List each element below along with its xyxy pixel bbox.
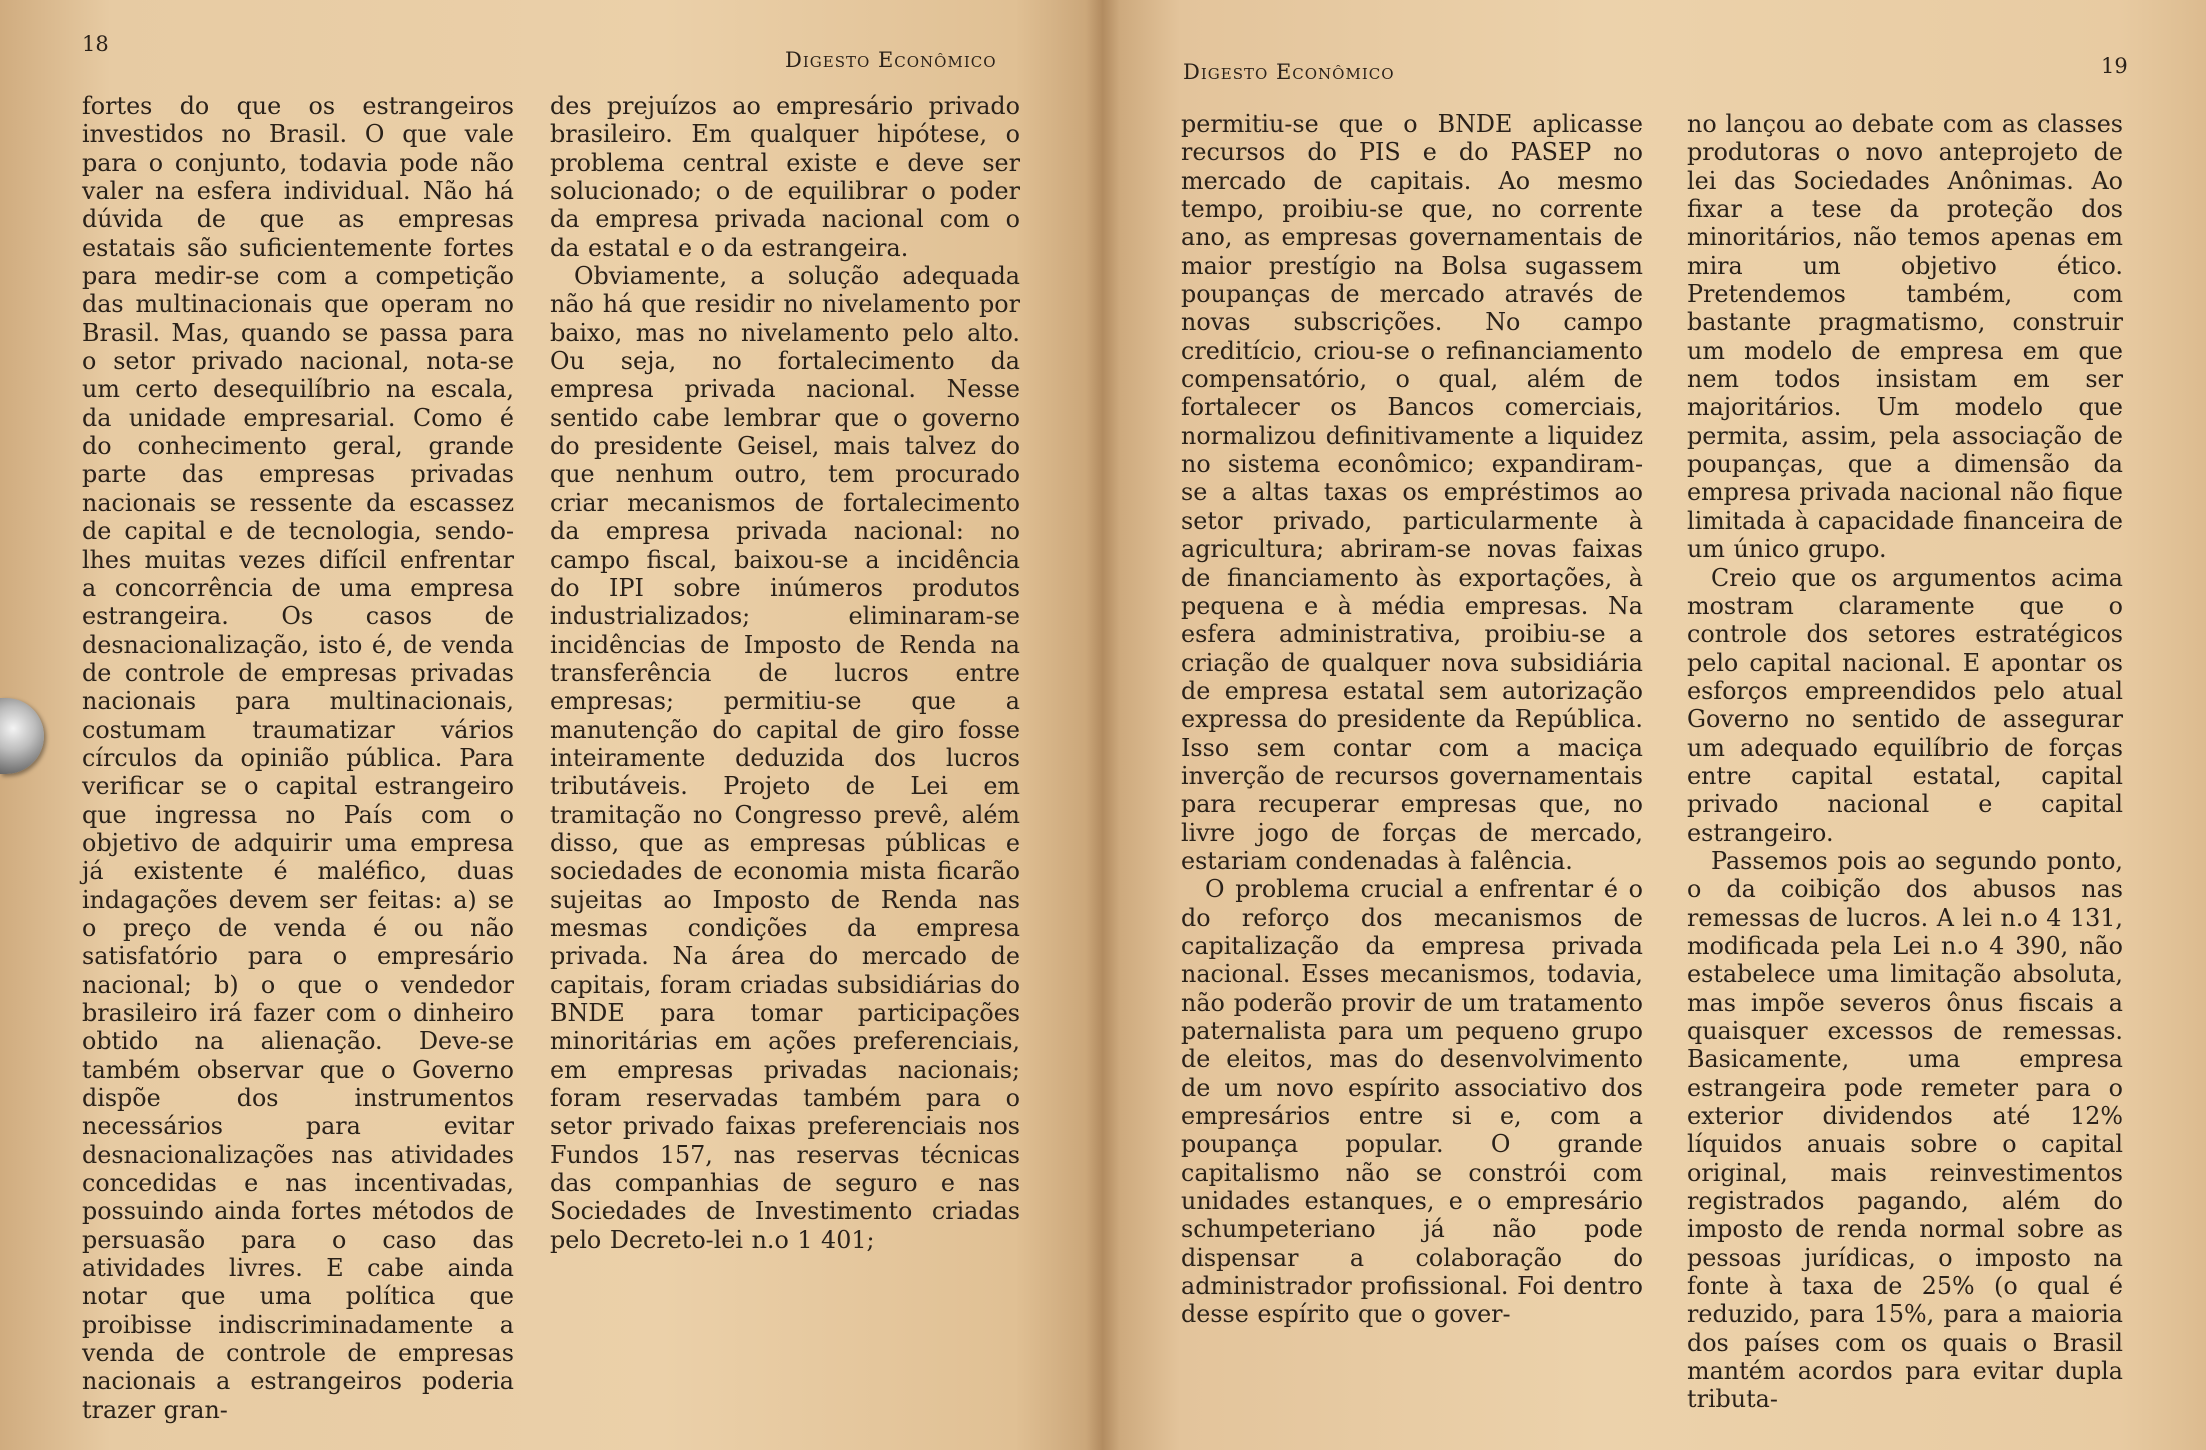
running-head: Digesto Econômico: [1183, 60, 1395, 84]
paragraph: Obviamente, a solução adequada não há que residir no nivelamento por baixo, mas no nivelamento pelo alto. Ou seja, no fortalecimento da empresa privada nacional. Nesse sentido cabe lembrar que o governo do presidente Geisel, mais talvez do que nenhum outro, tem procurado criar mecanismos de fortalecimento da empresa privada nacional: no campo fiscal, baixou-se a incidência do IPI sobre inúmeros produtos industrializados; eliminaram-se incidências de Imposto de Renda na transferência de lucros entre empresas; permitiu-se que a manutenção do capital de giro fosse inteiramente deduzida dos lucros tributáveis. Projeto de Lei em tramitação no Congresso prevê, além disso, que as empresas públicas e sociedades de economia mista ficarão sujeitas ao Imposto de Renda nas mesmas condições da empresa privada. Na área do mercado de capitais, foram criadas subsidiárias do BNDE para tomar participações minoritárias em ações preferenciais, em empresas privadas nacionais; foram reservadas também para o setor privado faixas preferenciais nos Fundos 157, nas reservas técnicas das companhias de seguro e nas Sociedades de Investimento criadas pelo Decreto-lei n.o 1 401;: [550, 262, 1020, 1254]
paragraph: fortes do que os estrangeiros investidos no Brasil. O que vale para o conjunto, todavia pode não valer na esfera individual. Não há dúvida de que as empresas estatais são suficientemente fortes para medir-se com a competição das multinacionais que operam no Brasil. Mas, quando se passa para o setor privado nacional, nota-se um certo desequilíbrio na escala, da unidade empresarial. Como é do conhecimento geral, grande parte das empresas privadas nacionais se ressente da escassez de capital e de tecnologia, sendo-lhes muitas vezes difícil enfrentar a concorrência de uma empresa estrangeira. Os casos de desnacionalização, isto é, de venda de controle de empresas privadas nacionais para multinacionais, costumam traumatizar vários círculos da opinião pública. Para verificar se o capital estrangeiro que ingressa no País com o objetivo de adquirir uma empresa já existente é maléfico, duas indagações devem ser feitas: a) se o preço de venda é ou não satisfatório para o empresário nacional; b) o que o vendedor brasileiro irá fazer com o dinheiro obtido na alienação. Deve-se também observar que o Governo dispõe dos instrumentos necessários para evitar desnacionalizações nas atividades concedidas e nas incentivadas, possuindo ainda fortes métodos de persuasão para o caso das atividades livres. E cabe ainda notar que uma política que proibisse indiscriminadamente a venda de controle de empresas nacionais a estrangeiros poderia trazer gran-: [82, 92, 514, 1424]
page-number: 19: [2101, 54, 2128, 78]
running-head: Digesto Econômico: [785, 48, 997, 72]
right-page: [1103, 0, 2206, 1450]
paragraph: O problema crucial a enfrentar é o do reforço dos mecanismos de capitalização da empresa privada nacional. Esses mecanismos, todavia, não poderão provir de um tratamento paternalista para um pequeno grupo de eleitos, mas do desenvolvimento de um novo espírito associativo dos empresários entre si e, com a poupança popular. O grande capitalismo não se constrói com unidades estanques, e o empresário schumpeteriano já não pode dispensar a colaboração do administrador profissional. Foi dentro desse espírito que o gover-: [1181, 875, 1643, 1329]
metal-clip: [0, 698, 44, 774]
paragraph: permitiu-se que o BNDE aplicasse recursos do PIS e do PASEP no mercado de capitais. Ao mesmo tempo, proibiu-se que, no corrente ano, as empresas governamentais de maior prestígio na Bolsa sugassem poupanças de mercado através de novas subscrições. No campo creditício, criou-se o refinanciamento compensatório, o qual, além de fortalecer os Bancos comerciais, normalizou definitivamente a liquidez no sistema econômico; expandiram-se a altas taxas os empréstimos ao setor privado, particularmente à agricultura; abriram-se novas faixas de financiamento às exportações, à pequena e à média empresas. Na esfera administrativa, proibiu-se a criação de qualquer nova subsidiária de empresa estatal sem autorização expressa do presidente da República. Isso sem contar com a maciça inverção de recursos governamentais para recuperar empresas que, no livre jogo de forças de mercado, estariam condenadas à falência.: [1181, 110, 1643, 875]
paragraph: Creio que os argumentos acima mostram claramente que o controle dos setores estratégicos pelo capital nacional. E apontar os esforços empreendidos pelo atual Governo no sentido de assegurar um adequado equilíbrio de forças entre capital estatal, capital privado nacional e capital estrangeiro.: [1687, 563, 2123, 847]
paragraph: des prejuízos ao empresário privado brasileiro. Em qualquer hipótese, o problema central existe e deve ser solucionado; o de equilibrar o poder da empresa privada nacional com o da estatal e o da estrangeira.: [550, 92, 1020, 262]
paragraph: no lançou ao debate com as classes produtoras o novo anteprojeto de lei das Sociedades Anônimas. Ao fixar a tese da proteção dos minoritários, não temos apenas em mira um objetivo ético. Pretendemos também, com bastante pragmatismo, construir um modelo de empresa em que nem todos insistam em ser majoritários. Um modelo que permita, assim, pela associação de poupanças, que a dimensão da empresa privada nacional não fique limitada à capacidade financeira de um único grupo.: [1687, 110, 2123, 564]
right-page-column-1: [1181, 110, 1643, 1329]
left-page-column-2: [550, 92, 1020, 1254]
page-number: 18: [82, 32, 109, 56]
paragraph: Passemos pois ao segundo ponto, o da coibição dos abusos nas remessas de lucros. A lei n.o 4 131, modificada pela Lei n.o 4 390, não estabelece uma limitação absoluta, mas impõe severos ônus fiscais a quaisquer excessos de remessas. Basicamente, uma empresa estrangeira pode remeter para o exterior dividendos até 12% líquidos anuais sobre o capital original, mais reinvestimentos registrados pagando, além do imposto de renda normal sobre as pessoas jurídicas, o imposto na fonte à taxa de 25% (o qual é reduzido, para 15%, para a maioria dos países com os quais o Brasil mantém acordos para evitar dupla tributa-: [1687, 846, 2123, 1414]
left-page-column-1: [82, 92, 514, 1424]
right-page-column-2: [1687, 110, 2123, 1414]
